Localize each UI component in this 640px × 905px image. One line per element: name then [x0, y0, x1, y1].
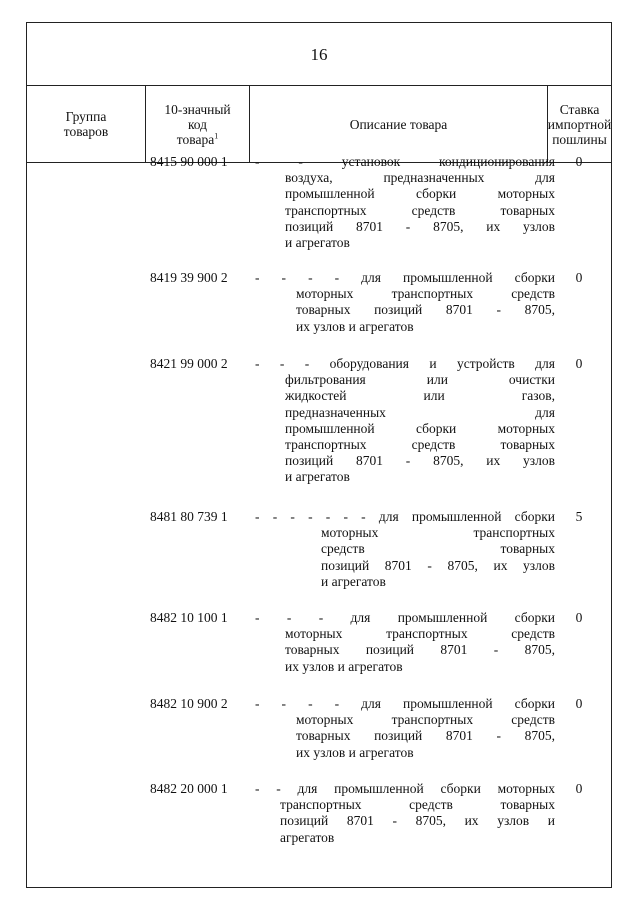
goods-code: 8481 80 739 1	[150, 509, 228, 524]
import-duty-rate: 0	[575, 781, 583, 796]
description-line: - - - - для промышленной сборки	[255, 696, 555, 711]
description-line: позиций 8701 - 8705, их узлов	[285, 453, 555, 469]
goods-description	[255, 270, 555, 335]
description-line: позиций 8701 - 8705, их узлов и	[280, 813, 555, 829]
description-line: воздуха, предназначенных для	[285, 170, 555, 186]
description-line: - - - оборудования и устройств для	[255, 356, 555, 371]
header-code	[145, 86, 249, 162]
goods-description	[255, 610, 555, 675]
header-description-label: Описание товара	[349, 116, 448, 132]
description-line: транспортных средств товарных	[285, 437, 555, 453]
table-header	[27, 85, 611, 163]
header-rate-line: импортной	[547, 116, 612, 132]
footnote-marker: 1	[214, 131, 219, 140]
goods-code: 8482 10 900 2	[150, 696, 228, 711]
header-group	[27, 86, 145, 162]
description-line: жидкостей или газов,	[285, 388, 555, 404]
description-line: фильтрования или очистки	[285, 372, 555, 388]
goods-code: 8415 90 000 1	[150, 154, 228, 169]
description-line: и агрегатов	[285, 469, 350, 485]
import-duty-rate: 0	[575, 270, 583, 285]
description-line: товарных позиций 8701 - 8705,	[285, 642, 555, 658]
import-duty-rate: 0	[575, 610, 583, 625]
description-line: и агрегатов	[321, 573, 386, 589]
page-number: 16	[310, 45, 328, 64]
page-frame	[26, 22, 612, 888]
description-line: транспортных средств товарных	[285, 202, 555, 218]
header-rate	[547, 86, 611, 162]
header-group-line: Группа	[65, 109, 107, 124]
description-line: моторных транспортных средств	[296, 712, 555, 728]
description-line: моторных транспортных	[321, 525, 555, 541]
goods-description	[255, 356, 555, 486]
description-line: позиций 8701 - 8705, их узлов	[285, 218, 555, 234]
header-code-line: товара	[176, 131, 215, 147]
description-line: их узлов и агрегатов	[285, 658, 403, 674]
description-line: агрегатов	[280, 829, 335, 845]
description-line: моторных транспортных средств	[296, 286, 555, 302]
description-line: - - - - - - - для промышленной сборки	[255, 509, 555, 524]
description-line: товарных позиций 8701 - 8705,	[296, 302, 555, 318]
description-line: товарных позиций 8701 - 8705,	[296, 728, 555, 744]
goods-description	[255, 154, 555, 251]
description-line: - - - - для промышленной сборки	[255, 270, 555, 285]
header-code-line: 10-значный	[164, 101, 231, 117]
goods-description	[255, 696, 555, 761]
description-line: предназначенных для	[285, 404, 555, 420]
header-rate-line: пошлины	[552, 131, 607, 147]
header-code-line: код	[187, 116, 208, 132]
goods-description	[255, 781, 555, 846]
description-line: моторных транспортных средств	[285, 626, 555, 642]
description-line: промышленной сборки моторных	[285, 420, 555, 436]
goods-code: 8482 10 100 1	[150, 610, 228, 625]
description-line: - - для промышленной сборки моторных	[255, 781, 555, 796]
header-rate-line: Ставка	[559, 101, 600, 117]
description-line: транспортных средств товарных	[280, 797, 555, 813]
description-line: промышленной сборки моторных	[285, 186, 555, 202]
goods-code: 8419 39 900 2	[150, 270, 228, 285]
import-duty-rate: 0	[575, 696, 583, 711]
description-line: их узлов и агрегатов	[296, 318, 414, 334]
description-line: их узлов и агрегатов	[296, 744, 414, 760]
import-duty-rate: 0	[575, 154, 583, 169]
goods-code: 8421 99 000 2	[150, 356, 228, 371]
header-description	[249, 86, 547, 162]
header-code-line-with-footnote	[164, 132, 230, 147]
description-line: средств товарных	[321, 541, 555, 557]
description-line: позиций 8701 - 8705, их узлов	[321, 557, 555, 573]
goods-description	[255, 509, 555, 590]
goods-code: 8482 20 000 1	[150, 781, 228, 796]
description-line: - - установок кондиционирования	[255, 154, 555, 169]
header-group-line: товаров	[63, 124, 109, 139]
description-line: - - - для промышленной сборки	[255, 610, 555, 625]
description-line: и агрегатов	[285, 235, 350, 251]
import-duty-rate: 0	[575, 356, 583, 371]
import-duty-rate: 5	[575, 509, 583, 524]
